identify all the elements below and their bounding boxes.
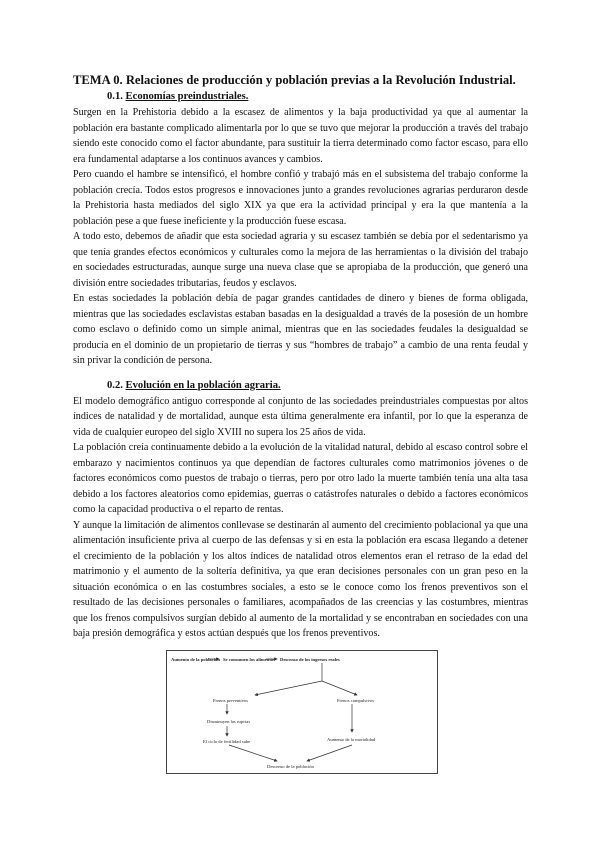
section-title: Evolución en la población agraria. xyxy=(125,379,281,391)
paragraph: Pero cuando el hambre se intensificó, el hombre confió y trabajó más en el subsistema del trabajo conforme la población crecía. Todos estos progresos e innovaciones junto a grandes revoluciones agrarias perduraron desde la Prehistoria hasta mediados del siglo XIX ya que era la actividad principal y era la que mantenía a la población pese a que fuese ineficiente y la producción fuese escasa. xyxy=(73,169,528,227)
diagram-label-top-3: Descenso de los ingresos reales xyxy=(280,656,340,662)
diagram-arrows xyxy=(167,651,437,773)
section-number: 0.2. xyxy=(107,379,123,391)
section-number: 0.1. xyxy=(107,91,123,102)
paragraph: La población creía continuamente debido a la evolución de la vitalidad natural, debido al escaso control sobre el embarazo y nacimientos continuos ya que dependían de factores culturales como matrimonios jóvenes o de factores económicos como puestos de trabajo o tierras, pero por otro lado la muerte también tenía una alta tasa debido a los factores aleatorios como epidemias, guerras o catástrofes naturales o debido a factores económicos como la capacidad productiva o el reparto de rentas. xyxy=(73,442,528,515)
section-heading-economias xyxy=(107,90,528,104)
diagram-label-right-1: Aumento de la mortalidad xyxy=(327,736,376,742)
section-title: Economías preindustriales. xyxy=(125,91,249,102)
diagram-label-bottom: Descenso de la población xyxy=(267,763,314,769)
document-body xyxy=(73,73,528,774)
diagram-label-preventive: Frenos preventivos xyxy=(213,697,249,703)
arrow-left-to-bottom xyxy=(229,745,277,761)
diagram-label-top-2: Se consumen los alimentos xyxy=(223,656,275,662)
paragraph: A todo esto, debemos de añadir que esta sociedad agraria y su escasez también se debía por el sedentarismo ya que tenía grandes efectos económicos y culturales como la mejora de las herramientas o la división del trabajo en sociedades estructuradas, aunque surge una nueva clase que se apropiaba de la producción, que generó una división entre sociedades tributarias, feudos y esclavos. xyxy=(73,231,528,289)
population-diagram xyxy=(166,650,438,774)
diagram-label-left-1: Disminuyen las rupcias xyxy=(207,718,251,724)
paragraph: Y aunque la limitación de alimentos conllevase se destinarán al aumento del crecimiento poblacional ya que una alimentación insuficiente priva al cuerpo de las defensas y si en esta la población era escasa llegando a detener el crecimiento de la población y los altos índices de natalidad otros elementos eran el retraso de la edad del matrimonio y el aumento de la soltería definitiva, ya que eran decisiones personales con un gran peso en la situación económica o en las costumbres sociales, a esto se le conoce como los frenos preventivos son el resultado de las decisiones personales o familiares, acompañados de las creencias y las costumbres, mientras que los frenos compulsivos surgían debido al aumento de la mortalidad y se encontraban en sociedades con una baja presión demográfica y estos actúan después que los frenos preventivos. xyxy=(73,519,528,639)
arrow-to-compulsive xyxy=(322,681,357,695)
paragraph: El modelo demográfico antiguo corresponde al conjunto de las sociedades preindustriales compuestas por altos índices de natalidad y de mortalidad, aunque esta última generalmente era infantil, por lo que la esperanza de vida de cualquier europeo del siglo XVIII no supera los 25 años de vida. xyxy=(73,395,528,438)
diagram-label-top-1: Aumento de la población xyxy=(171,656,220,662)
arrow-to-preventive xyxy=(255,681,322,695)
arrow-right-to-bottom xyxy=(307,745,352,761)
section-heading-evolucion xyxy=(107,379,528,393)
paragraph: En estas sociedades la población debía de pagar grandes cantidades de dinero y bienes de forma obligada, mientras que las sociedades esclavistas estaban basadas en la desigualdad a través de la posesión de un hombre como esclavo o definido como un simple animal, mientras que en las sociedades feudales la desigualdad se producía en el dominio de un propietario de tierras y sus “hombres de trabajo” a cambio de una renta feudal y sin privar la condición de persona. xyxy=(73,293,528,366)
diagram-label-compulsive: Frenos compulsivos xyxy=(337,697,374,703)
document-title: TEMA 0. Relaciones de producción y población previas a la Revolución Industrial. xyxy=(73,73,516,87)
paragraph: Surgen en la Prehistoria debido a la escasez de alimentos y la baja productividad ya que al aumentar la población era bastante complicado alimentarla por lo que se tuvo que mejorar la producción a través del trabajo siendo este conocido como el factor abundante, para sustituir la tierra determinado como factor escaso, para ello era fundamental adaptarse a los continuos avances y cambios. xyxy=(73,107,528,165)
diagram-label-left-2: El ciclo de fertilidad sube xyxy=(203,738,251,744)
